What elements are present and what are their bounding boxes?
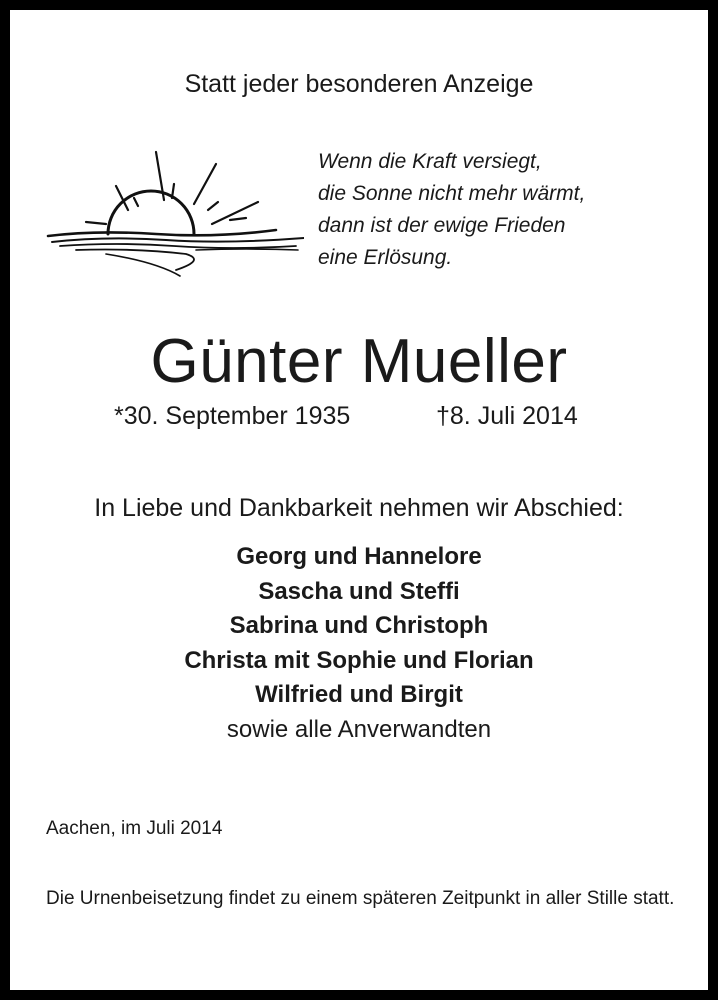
family-member: Sabrina und Christoph xyxy=(229,612,489,639)
death-date: †8. Juli 2014 xyxy=(436,402,578,430)
sunset-icon xyxy=(46,150,304,280)
family-member: Georg und Hannelore xyxy=(236,543,482,570)
poem-line: Wenn die Kraft versiegt, xyxy=(318,150,542,173)
family-member: Christa mit Sophie und Florian xyxy=(184,646,534,674)
obituary-card xyxy=(10,10,708,990)
family-member: Wilfried und Birgit xyxy=(255,681,463,708)
birth-date: *30. September 1935 xyxy=(114,402,351,430)
header-line: Statt jeder besonderen Anzeige xyxy=(184,70,534,98)
family-member: Sascha und Steffi xyxy=(258,577,460,605)
farewell-line: In Liebe und Dankbarkeit nehmen wir Abschied: xyxy=(94,494,624,522)
poem-line: die Sonne nicht mehr wärmt, xyxy=(318,182,586,205)
poem xyxy=(318,146,585,274)
family-list xyxy=(10,540,708,747)
place-date: Aachen, im Juli 2014 xyxy=(46,818,223,839)
poem-line: dann ist der ewige Frieden xyxy=(318,214,566,237)
deceased-name: Günter Mueller xyxy=(150,327,568,396)
burial-note: Die Urnenbeisetzung findet zu einem späteren Zeitpunkt in aller Stille statt. xyxy=(46,888,675,909)
relatives-line: sowie alle Anverwandten xyxy=(226,715,492,743)
poem-line: eine Erlösung. xyxy=(318,246,453,269)
